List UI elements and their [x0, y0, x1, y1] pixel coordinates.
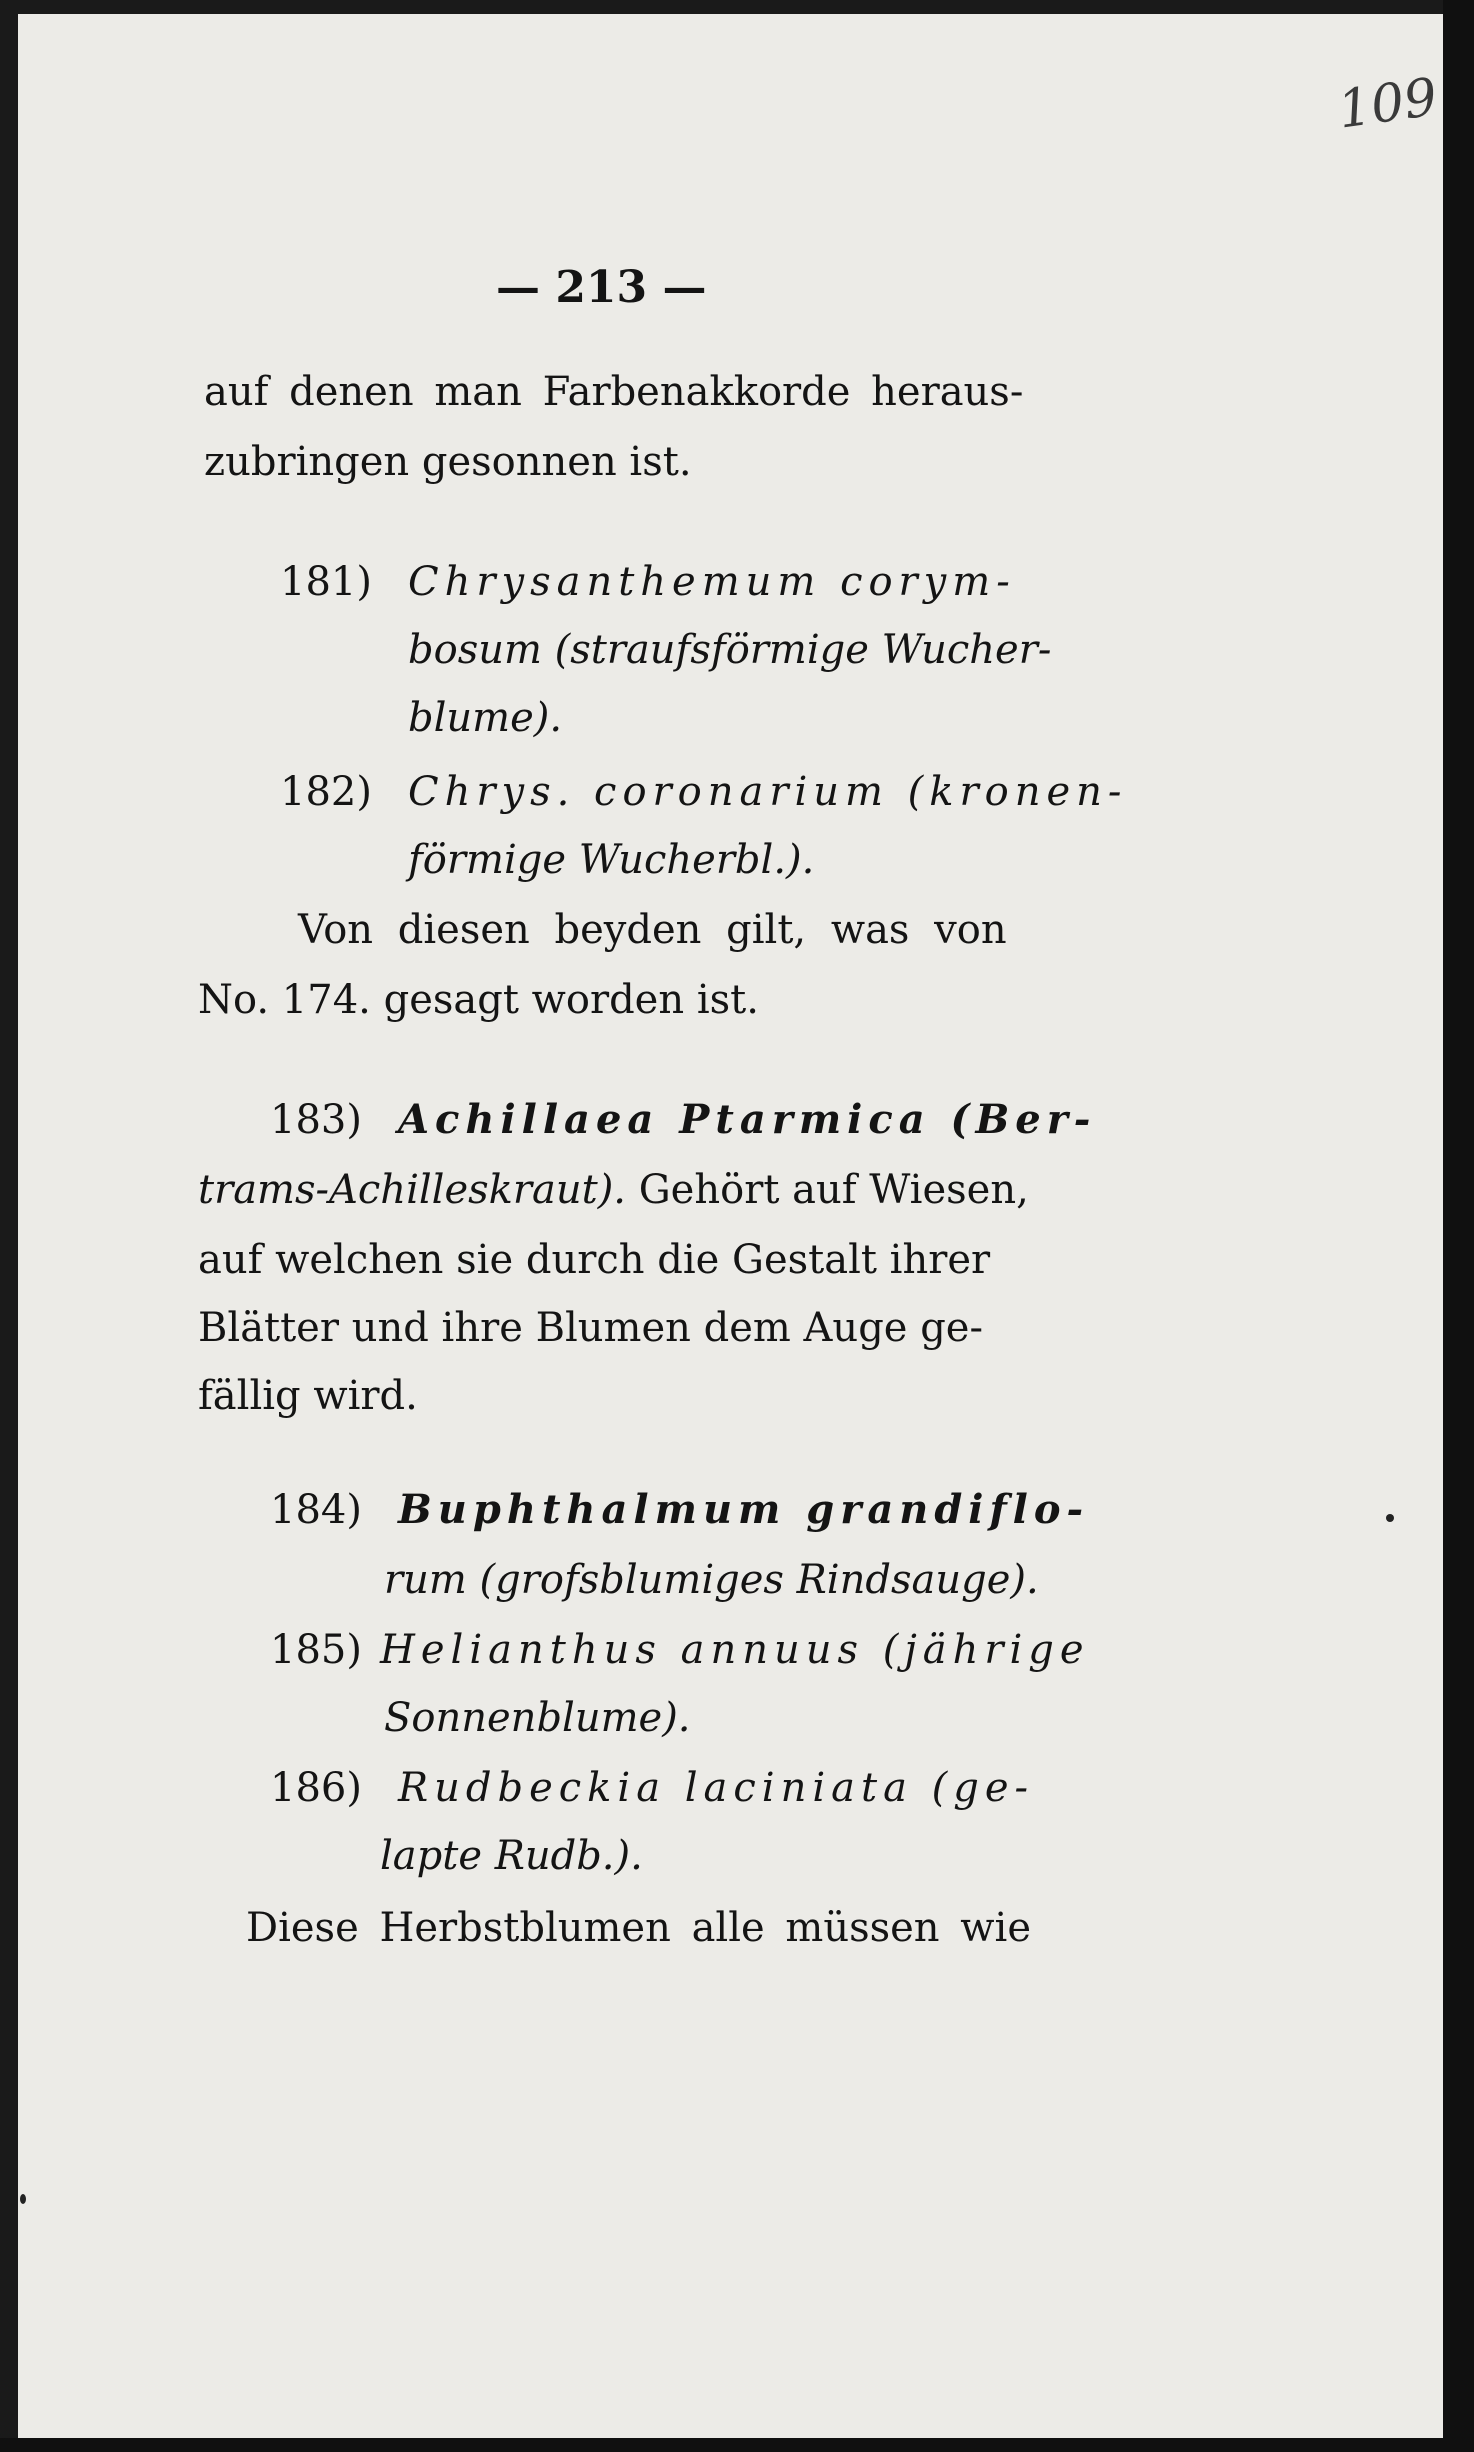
- entry-186-line-1: Rudbeckia laciniata (ge-: [398, 1765, 1035, 1811]
- page-header: — 213 —: [496, 262, 707, 313]
- entry-183-line-1: Achillaea Ptarmica (Ber-: [398, 1096, 1097, 1143]
- entry-182-line-2: förmige Wucherbl.).: [408, 837, 815, 883]
- entry-181-number: 181): [280, 559, 372, 605]
- paragraph-1-line-2: No. 174. gesagt worden ist.: [198, 977, 759, 1023]
- entry-183-number: 183): [270, 1097, 362, 1143]
- entry-185-line-2: Sonnenblume).: [384, 1695, 691, 1741]
- handwritten-folio-number: 109: [1334, 67, 1441, 141]
- paragraph-3-line-1: Diese Herbstblumen alle müssen wie: [246, 1905, 1031, 1951]
- entry-186-line-2: lapte Rudb.).: [380, 1833, 643, 1879]
- entry-182-line-1: Chrys. coronarium (kronen-: [408, 769, 1128, 815]
- entry-184-line-1: Buphthalmum grandiflo-: [398, 1486, 1090, 1533]
- entry-185-line-1: Helianthus annuus (jährige: [380, 1627, 1090, 1673]
- scan-border-bottom: [0, 2438, 1474, 2452]
- paragraph-2-line-1: auf welchen sie durch die Gestalt ihrer: [198, 1237, 991, 1283]
- entry-184-line-2: rum (grofsblumiges Rindsauge).: [384, 1557, 1039, 1603]
- scan-border-right: [1443, 0, 1474, 2452]
- paragraph-1-line-1: Von diesen beyden gilt, was von: [298, 907, 1007, 953]
- entry-181-line-1: Chrysanthemum corym-: [408, 559, 1016, 605]
- entry-186-number: 186): [270, 1765, 362, 1811]
- paragraph-2-line-3: fällig wird.: [198, 1373, 418, 1419]
- text-line-1: auf denen man Farbenakkorde heraus-: [204, 369, 1024, 415]
- entry-183-common-name: trams-Achilleskraut).: [198, 1167, 627, 1213]
- ink-speck: [20, 2194, 26, 2204]
- entry-181-line-3: blume).: [408, 695, 563, 741]
- entry-184-number: 184): [270, 1487, 362, 1533]
- entry-183-description: Gehört auf Wiesen,: [626, 1167, 1029, 1213]
- paragraph-2-line-2: Blätter und ihre Blumen dem Auge ge-: [198, 1305, 983, 1351]
- entry-185-number: 185): [270, 1627, 362, 1673]
- entry-182-number: 182): [280, 769, 372, 815]
- entry-183-line-2: [198, 1167, 1029, 1213]
- entry-181-line-2: bosum (straufsförmige Wucher-: [408, 627, 1052, 673]
- text-line-2: zubringen gesonnen ist.: [204, 439, 692, 485]
- ink-speck: [1386, 1514, 1394, 1522]
- book-page: [18, 14, 1443, 2438]
